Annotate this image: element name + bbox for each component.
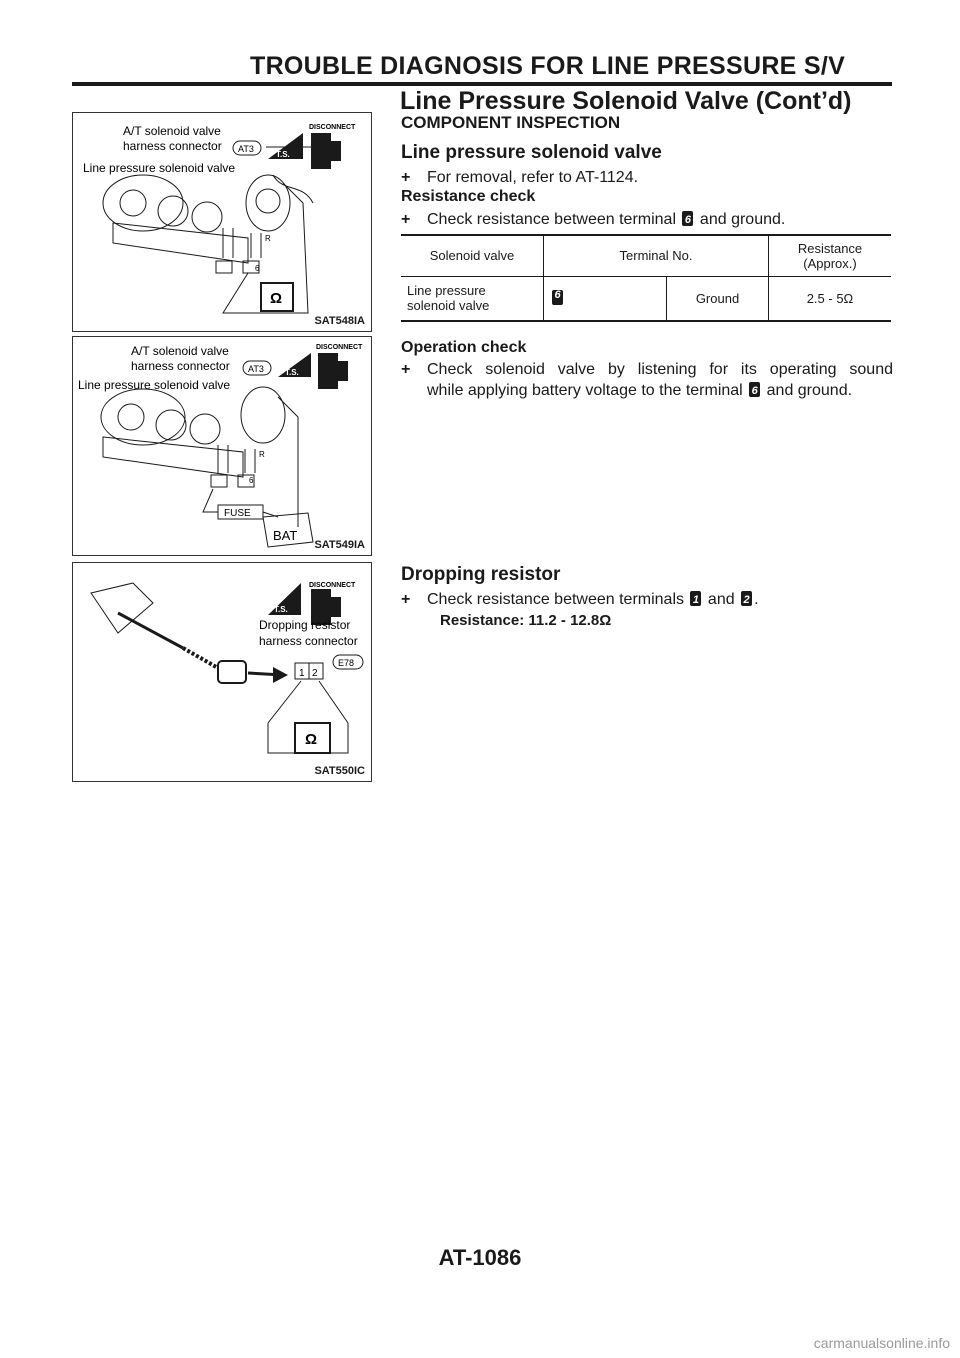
operation-text-2-post: and ground. (766, 382, 853, 399)
fig1-disconnect: DISCONNECT (309, 124, 356, 131)
page-subtitle: Line Pressure Solenoid Valve (Cont’d) (400, 87, 852, 115)
watermark: carmanualsonline.info (813, 1335, 950, 1351)
fig3-pin-1: 1 (299, 668, 305, 679)
fig3-disconnect: DISCONNECT (309, 582, 356, 589)
fig2-label-1: A/T solenoid valve (131, 344, 229, 358)
fig2-wire-r: R (259, 450, 265, 459)
figure-sat550ic (72, 562, 372, 782)
resistance-text-pre: Check resistance between terminal (427, 211, 677, 228)
bullet-icon: + (401, 211, 411, 228)
fig2-conn-code: AT3 (248, 364, 264, 374)
terminal-number: 1 (692, 594, 700, 606)
figure-sat549ia (72, 336, 372, 556)
header-solenoid-valve: Solenoid valve (401, 236, 544, 276)
removal-text: For removal, refer to AT-1124. (427, 169, 639, 186)
bullet-icon: + (401, 169, 411, 186)
section-title: TROUBLE DIAGNOSIS FOR LINE PRESSURE S/V (250, 52, 846, 80)
fig1-pin-6: 6 (255, 264, 260, 273)
removal-bullet (401, 167, 638, 188)
figure-sat550ic-diagram (73, 563, 371, 781)
terminal-2-icon (741, 591, 752, 606)
fig1-label-2: harness connector (123, 139, 222, 153)
cell-resistance: 2.5 - 5Ω (806, 290, 854, 306)
resistance-check-heading: Resistance check (401, 188, 536, 205)
resistance-table-wrapper (401, 234, 891, 322)
header-resistance: Resistance (Approx.) (769, 236, 892, 276)
dropping-resistance-value: Resistance: 11.2 - 12.8Ω (440, 612, 612, 629)
component-inspection-heading: COMPONENT INSPECTION (401, 113, 621, 132)
resistance-bullet (401, 209, 785, 230)
figure-code: SAT550IC (314, 765, 365, 777)
fig3-label-2: harness connector (259, 634, 358, 648)
fig3-pin-2: 2 (312, 668, 318, 679)
fig1-ohm: Ω (270, 290, 283, 307)
header-rule (72, 82, 892, 86)
resistance-text-post: and ground. (699, 211, 786, 228)
fig1-wire-r: R (265, 234, 271, 243)
table-header-row (401, 236, 891, 276)
fig3-ohm: Ω (305, 731, 318, 748)
cell-terminal (544, 276, 667, 320)
dropping-text-post: . (754, 591, 759, 608)
fig1-ts: T.S. (276, 150, 290, 159)
dropping-bullet (401, 589, 759, 610)
figure-code: SAT548IA (314, 315, 365, 327)
terminal-number: 6 (684, 214, 692, 226)
fig2-label-2: harness connector (131, 359, 230, 373)
terminal-1-icon (690, 591, 701, 606)
operation-check-heading: Operation check (401, 339, 527, 356)
table-row (401, 276, 891, 320)
dropping-resistor-heading: Dropping resistor (401, 564, 561, 585)
terminal-number: 2 (743, 594, 750, 606)
page-number: AT-1086 (438, 1245, 522, 1270)
dropping-text-mid: and (707, 591, 735, 608)
fig2-bat: BAT (273, 528, 298, 543)
fig1-label-3: Line pressure solenoid valve (83, 161, 236, 175)
operation-text-2-pre: while applying battery voltage to the terminal (427, 382, 743, 399)
fig2-ts: T.S. (285, 368, 299, 377)
bullet-icon: + (401, 361, 411, 378)
fig2-pin-6: 6 (249, 476, 254, 485)
resistance-table (401, 236, 891, 320)
lpsv-heading: Line pressure solenoid valve (401, 142, 662, 163)
operation-line-1 (401, 359, 893, 380)
fig2-label-3: Line pressure solenoid valve (78, 378, 231, 392)
dropping-text-pre: Check resistance between terminals (427, 591, 685, 608)
figure-code: SAT549IA (314, 539, 365, 551)
operation-bullet (401, 359, 893, 401)
fig1-label-1: A/T solenoid valve (123, 124, 221, 138)
fig2-fuse: FUSE (224, 508, 251, 519)
fig3-label-1: Dropping resistor (259, 618, 351, 632)
terminal-6-icon (749, 382, 760, 397)
operation-text-1: Check solenoid valve by listening for its operating sound (427, 361, 893, 378)
fig1-conn-code: AT3 (238, 144, 254, 154)
operation-line-2 (401, 380, 893, 401)
fig3-conn-code: E78 (338, 658, 355, 668)
figure-sat549ia-diagram (73, 337, 371, 555)
terminal-6-icon (682, 211, 693, 226)
terminal-number: 6 (751, 385, 758, 397)
header-terminal-no: Terminal No. (544, 236, 769, 276)
figure-sat548ia-diagram (73, 113, 371, 331)
fig2-disconnect: DISCONNECT (316, 344, 363, 351)
bullet-icon: + (401, 591, 411, 608)
cell-valve: Line pressure solenoid valve (401, 276, 544, 320)
figure-sat548ia (72, 112, 372, 332)
fig3-ts: T.S. (274, 605, 288, 614)
cell-ground: Ground (667, 276, 769, 320)
terminal-number: 6 (554, 289, 561, 302)
terminal-6-icon (552, 290, 563, 305)
